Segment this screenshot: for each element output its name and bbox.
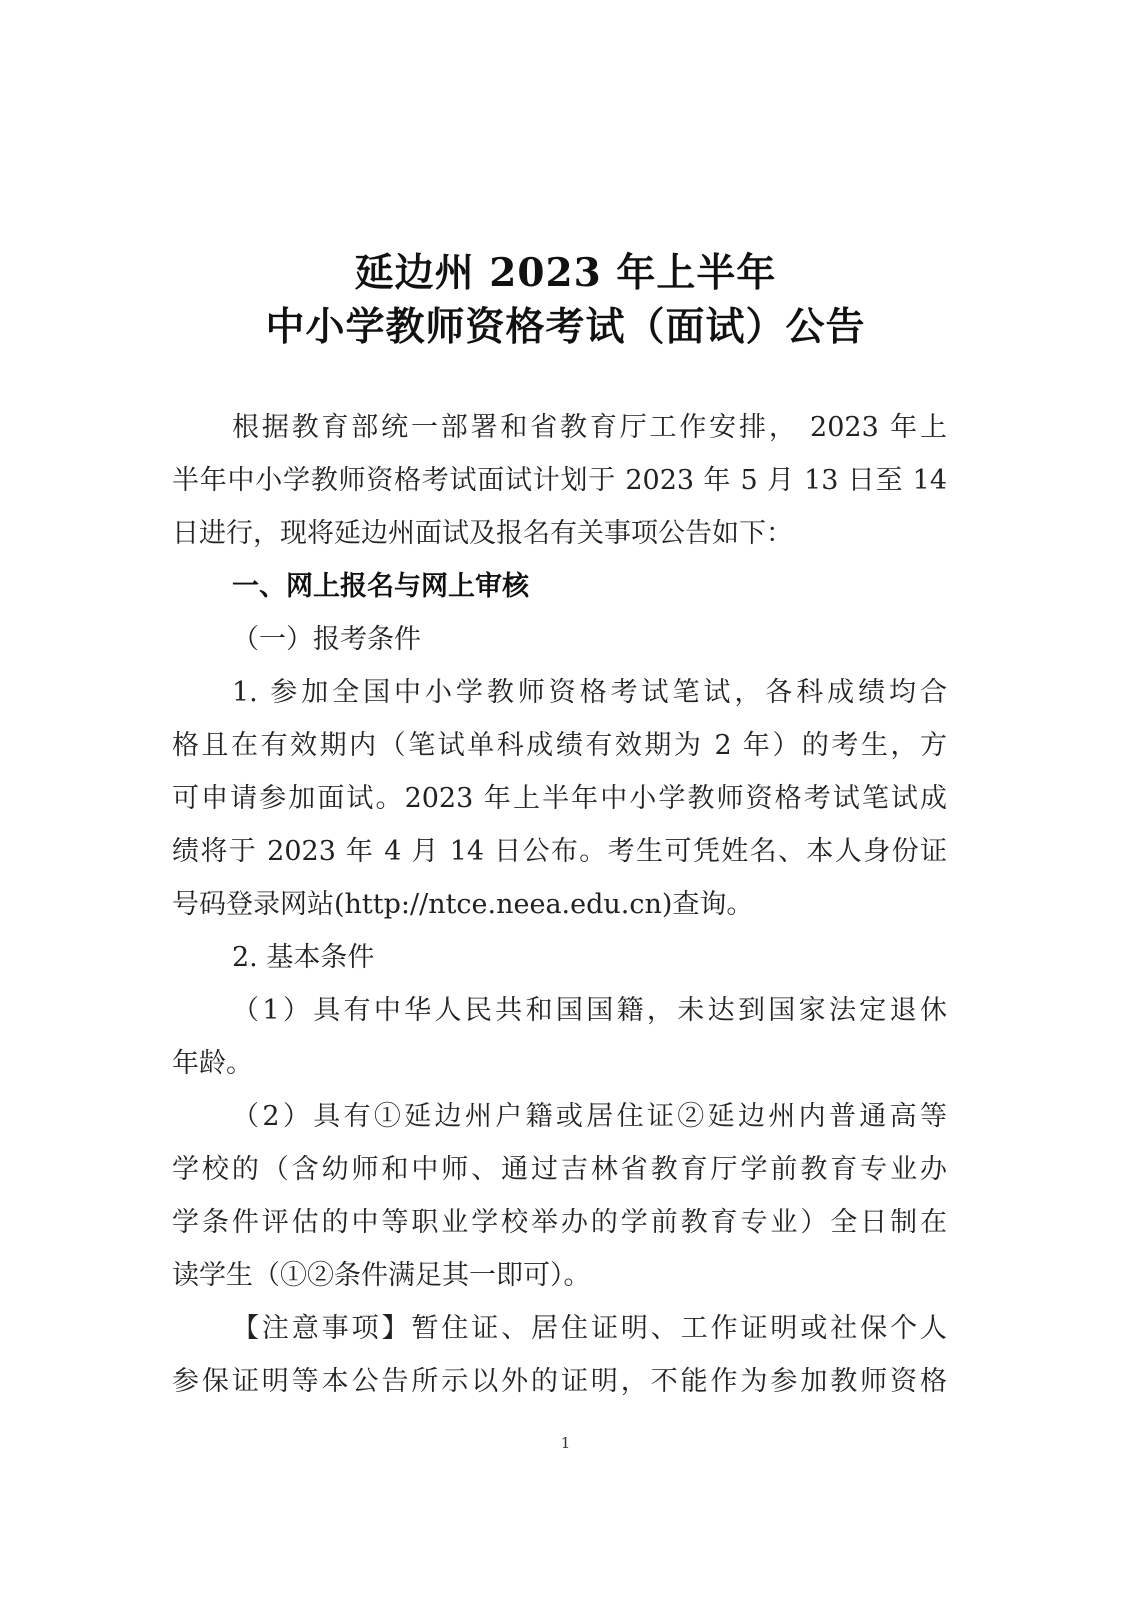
item-1-line-1: 1. 参加全国中小学教师资格考试笔试，各科成绩均合 (232, 677, 947, 708)
condition-2-line-4: 读学生（①②条件满足其一即可）。 (172, 1260, 591, 1291)
condition-2-line-3: 学条件评估的中等职业学校举办的学前教育专业）全日制在 (172, 1207, 947, 1238)
condition-1-line-2: 年龄。 (172, 1048, 253, 1079)
paragraph-intro-line-3: 日进行，现将延边州面试及报名有关事项公告如下： (172, 518, 793, 549)
item-1-line-4: 绩将于 2023 年 4 月 14 日公布。考生可凭姓名、本人身份证 (172, 836, 947, 867)
item-2-heading: 2. 基本条件 (232, 942, 375, 973)
section-heading-online-registration: 一、网上报名与网上审核 (232, 571, 529, 602)
document-title-line-1: 延边州 2023 年上半年 (354, 250, 777, 296)
item-1-line-2: 格且在有效期内（笔试单科成绩有效期为 2 年）的考生，方 (172, 730, 947, 761)
paragraph-intro-line-2: 半年中小学教师资格考试面试计划于 2023 年 5 月 13 日至 14 (172, 465, 947, 496)
paragraph-intro-line-1: 根据教育部统一部署和省教育厅工作安排， 2023 年上 (232, 412, 947, 443)
notice-line-1: 【注意事项】暂住证、居住证明、工作证明或社保个人 (232, 1313, 947, 1344)
condition-2-line-2: 学校的（含幼师和中师、通过吉林省教育厅学前教育专业办 (172, 1154, 947, 1185)
item-1-line-3: 可申请参加面试。2023 年上半年中小学教师资格考试笔试成 (172, 783, 947, 814)
condition-2-line-1: （2）具有①延边州户籍或居住证②延边州内普通高等 (232, 1101, 947, 1132)
notice-line-2: 参保证明等本公告所示以外的证明，不能作为参加教师资格 (172, 1366, 947, 1397)
document-title-line-2: 中小学教师资格考试（面试）公告 (265, 304, 866, 350)
condition-1-line-1: （1）具有中华人民共和国国籍，未达到国家法定退休 (232, 995, 947, 1026)
page-number: 1 (560, 1434, 571, 1452)
item-1-line-5: 号码登录网站(http://ntce.neea.edu.cn)查询。 (172, 889, 754, 920)
subsection-heading-eligibility: （一）报考条件 (232, 624, 421, 655)
